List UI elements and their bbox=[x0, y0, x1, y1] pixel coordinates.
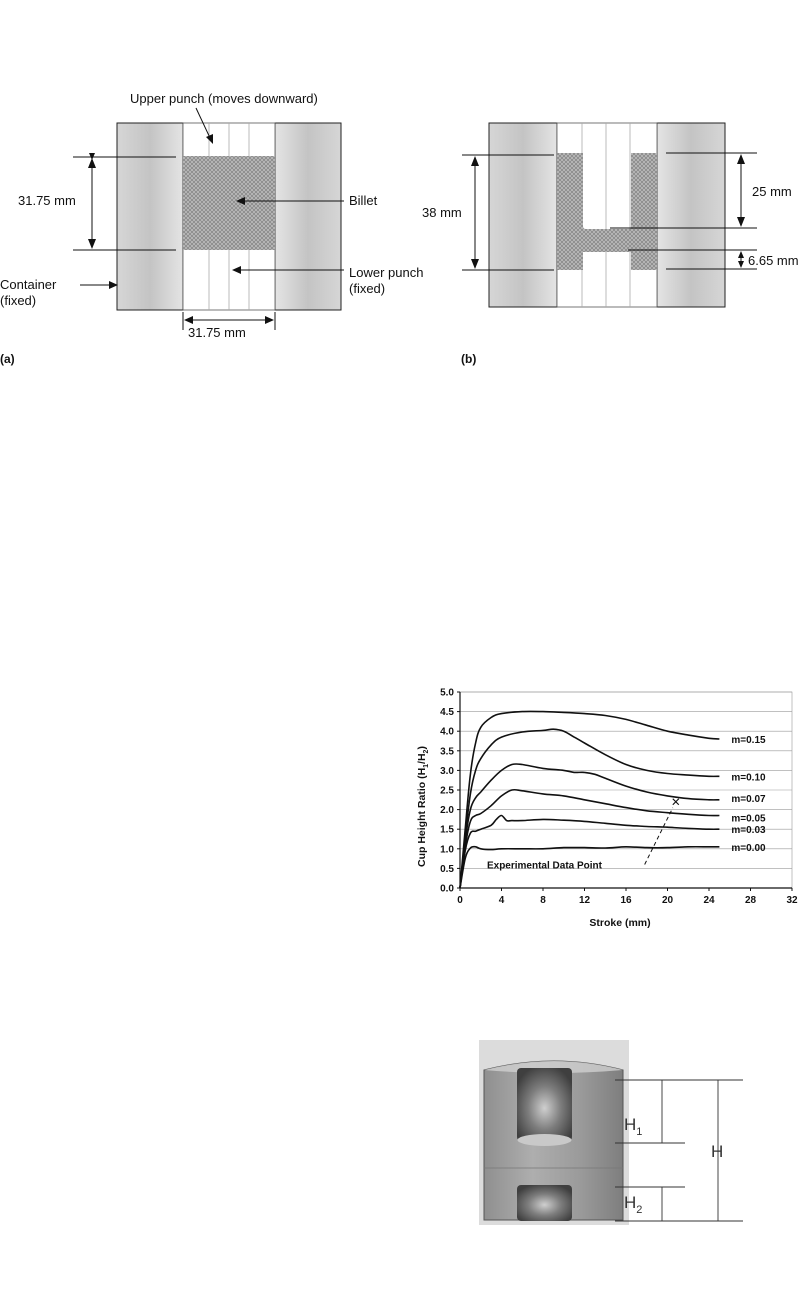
x-tick-label: 4 bbox=[498, 895, 505, 906]
h-total-label: H bbox=[711, 1142, 724, 1161]
series-label: m=0.03 bbox=[731, 825, 766, 837]
billet bbox=[183, 156, 275, 250]
h2-label: $H_2$ bbox=[624, 1193, 643, 1216]
y-tick-label: 4.0 bbox=[440, 726, 454, 738]
chart-x-axis-label: Stroke (mm) bbox=[589, 917, 651, 929]
panel-a-label: (a) bbox=[0, 352, 15, 366]
y-tick-label: 5.0 bbox=[440, 687, 454, 699]
upper-punch-label: Upper punch (moves downward) bbox=[130, 91, 318, 106]
container-right-b bbox=[657, 123, 725, 307]
upper-cup-dimension-label: 25 mm bbox=[752, 184, 792, 199]
y-tick-label: 1.5 bbox=[440, 824, 454, 836]
y-tick-label: 3.5 bbox=[440, 746, 454, 758]
x-tick-label: 28 bbox=[744, 895, 757, 906]
y-tick-label: 1.0 bbox=[440, 844, 454, 856]
series-label: m=0.07 bbox=[731, 793, 766, 805]
x-tick-label: 16 bbox=[620, 895, 632, 906]
lower-cup-dimension-label: 6.65 mm bbox=[748, 253, 799, 268]
series-label: m=0.00 bbox=[731, 842, 766, 854]
height-dimension-label: 31.75 mm bbox=[18, 193, 76, 208]
panel-a bbox=[0, 91, 423, 366]
extruded-cup-photo-figure bbox=[470, 1040, 780, 1230]
x-tick-label: 8 bbox=[540, 895, 546, 906]
experimental-point-label: Experimental Data Point bbox=[486, 860, 603, 872]
lower-punch-label-line1: Lower punch bbox=[349, 265, 424, 280]
x-tick-label: 24 bbox=[703, 895, 715, 906]
series-label: m=0.15 bbox=[731, 735, 766, 747]
y-tick-label: 2.5 bbox=[440, 785, 454, 797]
y-tick-label: 0.0 bbox=[440, 883, 454, 895]
x-tick-label: 32 bbox=[786, 895, 798, 906]
series-label: m=0.05 bbox=[731, 813, 766, 825]
die-schematics-figure bbox=[0, 0, 802, 370]
lower-cavity bbox=[517, 1185, 572, 1221]
y-tick-label: 0.5 bbox=[440, 863, 454, 875]
billet-label: Billet bbox=[349, 193, 378, 208]
series-label: m=0.10 bbox=[731, 772, 766, 784]
container-right bbox=[275, 123, 341, 310]
y-tick-label: 2.0 bbox=[440, 805, 454, 817]
panel-b bbox=[422, 123, 799, 366]
container-label-line1: Container bbox=[0, 277, 57, 292]
width-dimension-label: 31.75 mm bbox=[188, 325, 246, 340]
upper-cavity bbox=[517, 1068, 572, 1141]
h1-label: $H_1$ bbox=[624, 1115, 643, 1138]
panel-b-label: (b) bbox=[461, 352, 477, 366]
container-label-line2: (fixed) bbox=[0, 293, 37, 308]
x-tick-label: 20 bbox=[661, 895, 674, 906]
x-tick-label: 0 bbox=[457, 895, 463, 906]
container-left-b bbox=[489, 123, 557, 307]
cup-height-ratio-chart bbox=[405, 680, 802, 930]
total-dimension-label: 38 mm bbox=[422, 205, 462, 220]
container-left bbox=[117, 123, 183, 310]
lower-punch-label-line2: (fixed) bbox=[349, 281, 386, 296]
chart-y-axis-label: Cup Height Ratio $(H_1/H_2)$ bbox=[416, 746, 430, 867]
y-tick-label: 4.5 bbox=[440, 707, 454, 719]
x-tick-label: 12 bbox=[578, 895, 591, 906]
y-tick-label: 3.0 bbox=[440, 765, 454, 777]
